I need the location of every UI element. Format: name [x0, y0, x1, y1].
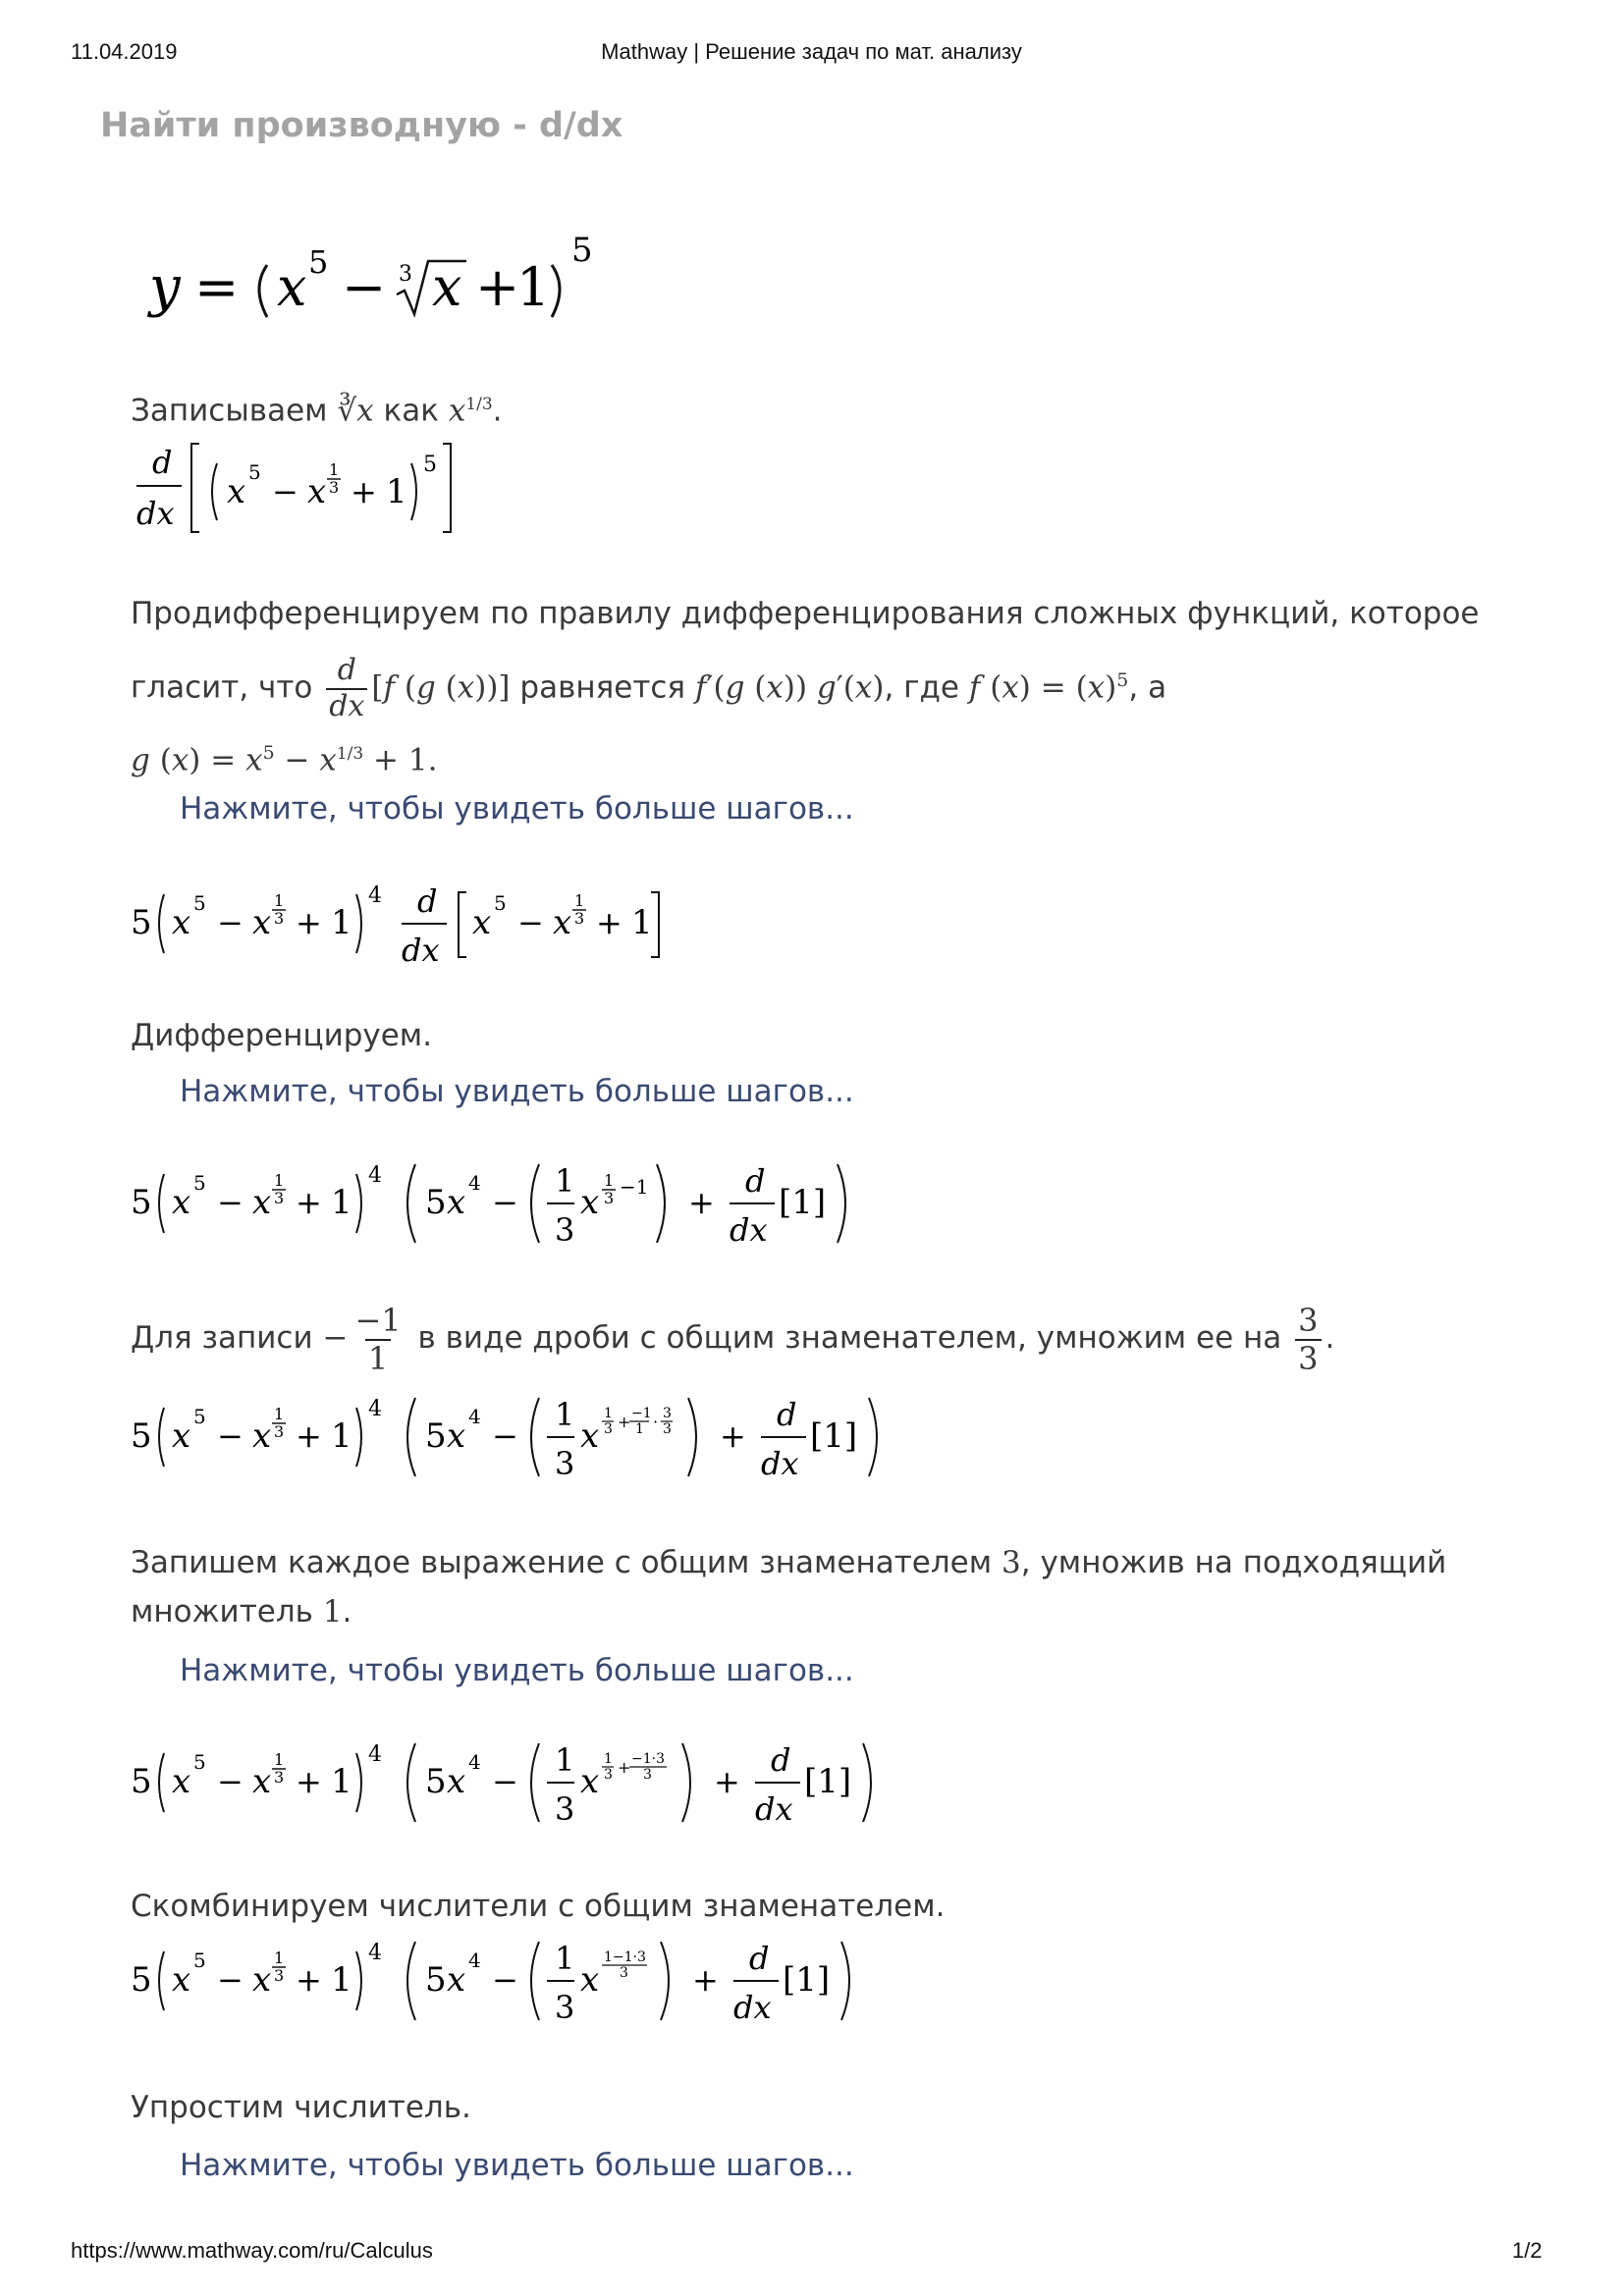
- svg-text:+: +: [714, 1763, 740, 1800]
- svg-text:3: 3: [555, 1790, 575, 1828]
- svg-text:5: 5: [425, 1762, 447, 1801]
- svg-text:[1]: [1]: [779, 1183, 827, 1222]
- svg-text:x: x: [580, 1762, 600, 1801]
- footer-url[interactable]: https://www.mathway.com/ru/Calculus: [71, 2238, 433, 2263]
- svg-text:x: x: [252, 1762, 272, 1801]
- svg-text:−: −: [217, 1961, 243, 1999]
- svg-text:x: x: [307, 472, 327, 511]
- svg-text:5: 5: [308, 243, 329, 281]
- svg-text:[1]: [1]: [804, 1762, 852, 1801]
- svg-text:5: 5: [193, 1949, 206, 1972]
- svg-text:x: x: [580, 1960, 600, 2000]
- svg-text:1: 1: [386, 472, 407, 511]
- step-7-text: Упростим числитель.: [131, 2090, 471, 2125]
- step-5-line1: Запишем каждое выражение с общим знаменателем 3, умножив на подходящий: [131, 1545, 1447, 1580]
- svg-text:3: 3: [604, 1189, 615, 1207]
- print-date: 11.04.2019: [71, 39, 178, 64]
- svg-text:d: d: [745, 1162, 766, 1200]
- svg-text:x: x: [432, 256, 462, 318]
- svg-text:1: 1: [516, 256, 551, 318]
- svg-text:−1·3: −1·3: [631, 1751, 665, 1767]
- svg-text:1: 1: [331, 903, 352, 942]
- svg-text:1: 1: [331, 1762, 352, 1801]
- svg-text:−1: −1: [620, 1175, 649, 1199]
- svg-text:1: 1: [604, 1406, 613, 1421]
- svg-text:−: −: [217, 904, 243, 941]
- svg-text:1−1·3: 1−1·3: [604, 1949, 646, 1965]
- svg-text:+: +: [688, 1184, 715, 1221]
- step-2-line3: g $(x) = x^5 - x^{1/3} + 1$.: [131, 742, 438, 778]
- svg-text:1: 1: [274, 1750, 285, 1769]
- svg-text:x: x: [227, 472, 246, 511]
- svg-text:y: y: [149, 255, 181, 319]
- step-5-line2: множитель 1.: [131, 1594, 352, 1629]
- svg-text:1: 1: [331, 1416, 352, 1456]
- svg-text:3: 3: [555, 1445, 575, 1482]
- svg-text:1: 1: [555, 1741, 575, 1779]
- svg-text:4: 4: [368, 1397, 382, 1421]
- svg-text:1: 1: [604, 1751, 613, 1767]
- svg-text:+: +: [596, 904, 622, 941]
- svg-text:x: x: [447, 1416, 466, 1456]
- svg-text:+: +: [618, 1758, 631, 1777]
- svg-text:4: 4: [468, 1750, 481, 1774]
- svg-text:d: d: [417, 882, 438, 920]
- svg-text:5: 5: [131, 1183, 152, 1222]
- svg-text:1: 1: [555, 1940, 575, 1977]
- svg-text:5: 5: [193, 1750, 206, 1774]
- step-4-text: Для записи − $\frac{-1}{1}$ в виде дроби с общим знаменателем, умножим ее на $\frac{3}{3}$ .: [131, 1301, 1335, 1377]
- svg-text:4: 4: [368, 1941, 382, 1965]
- svg-text:1: 1: [555, 1396, 575, 1433]
- svg-text:1: 1: [274, 1405, 285, 1423]
- more-steps-link-4[interactable]: Нажмите, чтобы увидеть больше шагов...: [180, 2148, 854, 2183]
- svg-text:5: 5: [131, 1762, 152, 1801]
- svg-text:+: +: [475, 256, 520, 318]
- svg-text:x: x: [172, 903, 191, 942]
- step-4-result: [131, 1382, 955, 1490]
- svg-text:1: 1: [631, 903, 653, 942]
- svg-text:−: −: [217, 1763, 243, 1800]
- step-6-result: [131, 1926, 916, 2034]
- svg-text:1: 1: [331, 1960, 352, 2000]
- step-2-line1: Продифференцируем по правилу дифференцирования сложных функций, которое: [131, 596, 1480, 631]
- step-2-line2: гласит, что $\frac{d}{dx}$ [f (g (x))] равняется f′(g (x)) g′(x), где f $(x) = (x)^5$, а: [131, 653, 1167, 723]
- svg-text:3: 3: [274, 1768, 285, 1787]
- svg-text:3: 3: [274, 1966, 285, 1985]
- svg-text:[1]: [1]: [810, 1416, 858, 1456]
- svg-text:3: 3: [604, 1767, 613, 1783]
- svg-text:3: 3: [555, 1989, 575, 2026]
- footer-page-number: 1/2: [1512, 2238, 1542, 2263]
- svg-text:x: x: [252, 903, 272, 942]
- svg-text:3: 3: [574, 909, 585, 928]
- svg-text:−: −: [517, 904, 544, 941]
- svg-text:5: 5: [193, 1171, 206, 1195]
- svg-text:−1: −1: [631, 1406, 652, 1421]
- svg-text:dx: dx: [761, 1445, 799, 1482]
- svg-text:d: d: [152, 444, 173, 481]
- svg-text:1: 1: [331, 1183, 352, 1222]
- svg-text:4: 4: [468, 1949, 481, 1972]
- svg-text:+: +: [692, 1961, 719, 1999]
- step-2-result: [131, 869, 700, 977]
- svg-text:5: 5: [425, 1960, 447, 2000]
- svg-text:3: 3: [620, 1965, 628, 1981]
- svg-text:1: 1: [555, 1162, 575, 1200]
- svg-text:1: 1: [274, 891, 285, 910]
- svg-text:x: x: [553, 903, 572, 942]
- print-title: Mathway | Решение задач по мат. анализу: [601, 39, 1022, 64]
- svg-text:x: x: [447, 1960, 466, 2000]
- svg-text:x: x: [172, 1762, 191, 1801]
- svg-text:+: +: [720, 1417, 746, 1455]
- svg-text:=: =: [194, 256, 240, 318]
- svg-text:x: x: [252, 1183, 272, 1222]
- svg-text:x: x: [172, 1416, 191, 1456]
- svg-text:1: 1: [635, 1421, 644, 1437]
- step-1-text: Записываем ∛x как $x^{1/3}$.: [131, 393, 503, 429]
- svg-text:3: 3: [274, 1422, 285, 1441]
- svg-text:−: −: [272, 473, 298, 510]
- svg-text:d: d: [777, 1396, 797, 1433]
- svg-text:x: x: [580, 1183, 600, 1222]
- svg-text:dx: dx: [730, 1211, 768, 1249]
- svg-text:3: 3: [643, 1767, 652, 1783]
- svg-text:x: x: [172, 1960, 191, 2000]
- svg-text:−: −: [492, 1763, 518, 1800]
- svg-text:−: −: [492, 1961, 518, 1999]
- svg-text:+: +: [296, 1961, 322, 1999]
- more-steps-link-2[interactable]: Нажмите, чтобы увидеть больше шагов...: [180, 1074, 854, 1109]
- svg-text:x: x: [172, 1183, 191, 1222]
- step-1-result: [131, 432, 484, 540]
- svg-text:−: −: [217, 1184, 243, 1221]
- svg-text:+: +: [351, 473, 377, 510]
- svg-text:3: 3: [274, 909, 285, 928]
- svg-text:5: 5: [193, 891, 206, 915]
- svg-text:dx: dx: [755, 1790, 793, 1828]
- svg-text:1: 1: [274, 1171, 285, 1190]
- svg-text:5: 5: [425, 1183, 447, 1222]
- svg-text:d: d: [771, 1741, 791, 1779]
- svg-text:3: 3: [274, 1189, 285, 1207]
- svg-text:5: 5: [193, 1405, 206, 1428]
- svg-text:+: +: [296, 1763, 322, 1800]
- svg-text:dx: dx: [402, 932, 440, 969]
- problem-equation: [147, 224, 638, 332]
- svg-text:x: x: [580, 1416, 600, 1456]
- step-6-text: Скомбинируем числители с общим знаменателем.: [131, 1889, 946, 1924]
- svg-text:d: d: [749, 1940, 770, 1977]
- svg-text:3: 3: [555, 1211, 575, 1249]
- svg-text:5: 5: [423, 453, 437, 477]
- svg-text:4: 4: [468, 1171, 481, 1195]
- page-title: Найти производную - d/dx: [100, 106, 623, 145]
- svg-text:3: 3: [663, 1406, 672, 1421]
- step-3-text: Дифференцируем.: [131, 1018, 433, 1053]
- svg-text:5: 5: [248, 460, 261, 484]
- svg-text:5: 5: [494, 891, 507, 915]
- step-5-result: [131, 1728, 955, 1836]
- svg-text:3: 3: [663, 1421, 672, 1437]
- svg-text:5: 5: [131, 1416, 152, 1456]
- svg-text:4: 4: [368, 883, 382, 908]
- svg-text:x: x: [447, 1183, 466, 1222]
- svg-text:4: 4: [368, 1742, 382, 1767]
- svg-text:5: 5: [131, 1960, 152, 2000]
- svg-text:+: +: [618, 1413, 631, 1431]
- svg-text:4: 4: [368, 1163, 382, 1188]
- svg-text:1: 1: [329, 460, 340, 479]
- step-3-result: [131, 1148, 916, 1256]
- svg-text:−: −: [342, 256, 387, 318]
- svg-text:[1]: [1]: [783, 1960, 831, 2000]
- svg-text:5: 5: [131, 903, 152, 942]
- svg-text:+: +: [296, 904, 322, 941]
- more-steps-link-3[interactable]: Нажмите, чтобы увидеть больше шагов...: [180, 1653, 854, 1688]
- svg-text:x: x: [277, 256, 307, 318]
- more-steps-link-1[interactable]: Нажмите, чтобы увидеть больше шагов...: [180, 791, 854, 827]
- svg-text:−: −: [492, 1417, 518, 1455]
- svg-text:3: 3: [604, 1421, 613, 1437]
- svg-text:x: x: [252, 1960, 272, 2000]
- svg-text:−: −: [217, 1417, 243, 1455]
- svg-text:dx: dx: [733, 1989, 772, 2026]
- svg-text:4: 4: [468, 1405, 481, 1428]
- svg-text:1: 1: [274, 1949, 285, 1967]
- svg-text:x: x: [472, 903, 492, 942]
- svg-text:x: x: [447, 1762, 466, 1801]
- svg-text:+: +: [296, 1417, 322, 1455]
- svg-text:x: x: [252, 1416, 272, 1456]
- svg-text:5: 5: [425, 1416, 447, 1456]
- svg-text:1: 1: [574, 891, 585, 910]
- svg-text:+: +: [296, 1184, 322, 1221]
- svg-text:dx: dx: [136, 495, 175, 532]
- svg-text:3: 3: [329, 478, 340, 497]
- svg-text:3: 3: [399, 262, 412, 287]
- svg-text:5: 5: [571, 231, 593, 270]
- svg-text:1: 1: [604, 1171, 615, 1190]
- svg-text:−: −: [492, 1184, 518, 1221]
- svg-text:·: ·: [653, 1413, 659, 1431]
